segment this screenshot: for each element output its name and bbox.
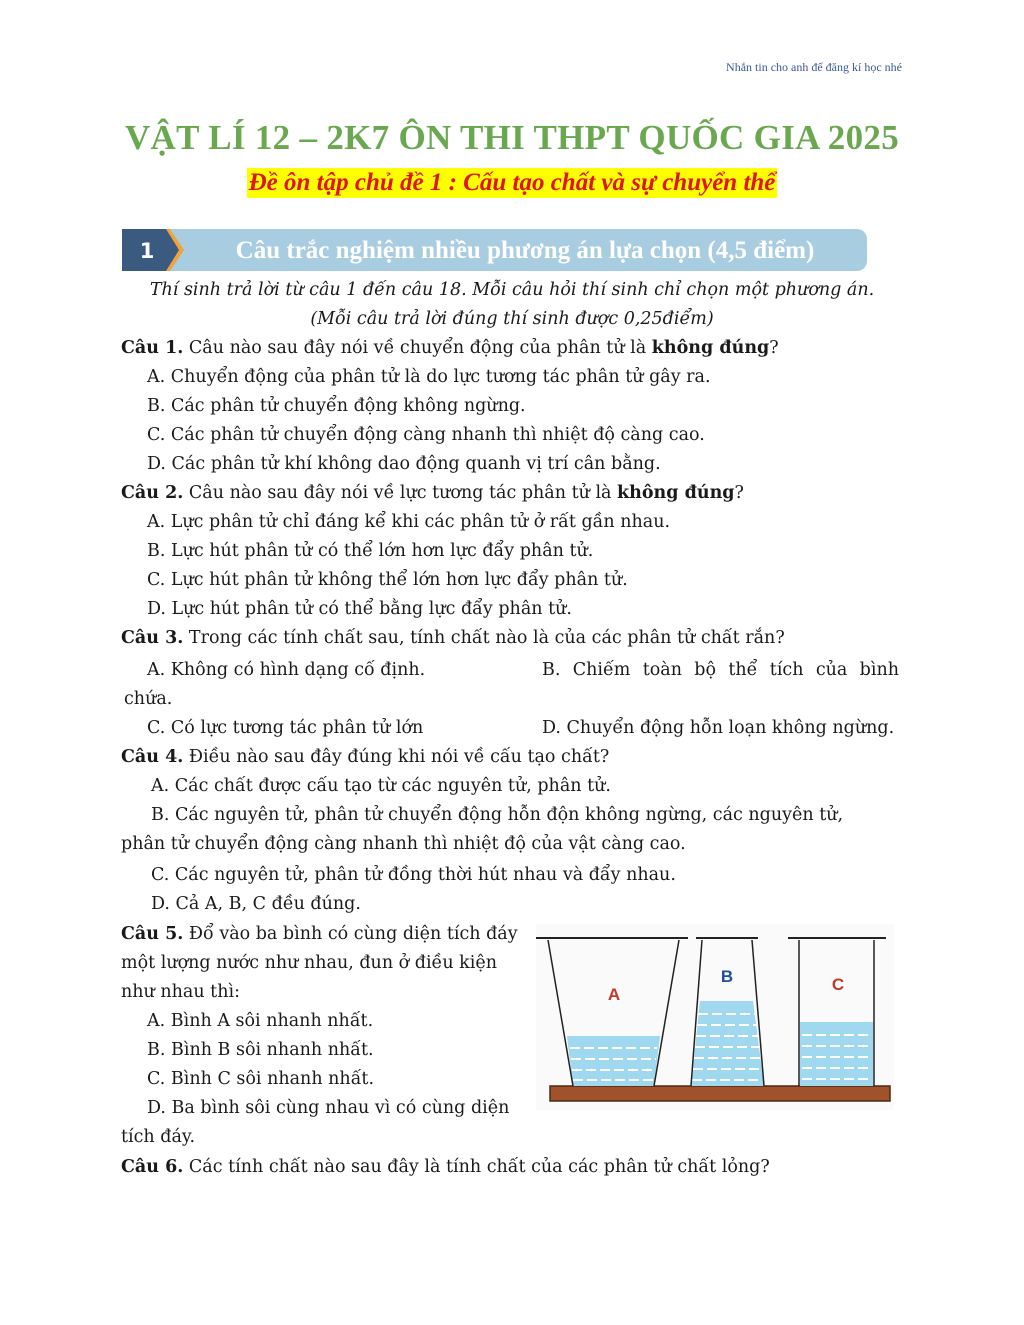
container-a-water [567, 1036, 660, 1086]
page-title: VẬT LÍ 12 – 2K7 ÔN THI THPT QUỐC GIA 2025 [124, 118, 900, 157]
q1-option-d[interactable]: D. Các phân tử khí không dao động quanh vị trí cân bằng. [147, 454, 661, 474]
question-text: Trong các tính chất sau, tính chất nào là của các phân tử chất rắn? [183, 628, 785, 648]
q5-option-a[interactable]: A. Bình A sôi nhanh nhất. [147, 1011, 374, 1031]
q1-option-a[interactable]: A. Chuyển động của phân tử là do lực tương tác phân tử gây ra. [147, 367, 711, 387]
q2-option-b[interactable]: B. Lực hút phân tử có thể lớn hơn lực đẩy phân tử. [147, 541, 594, 561]
question-text: Đổ vào ba bình có cùng diện tích đáy [183, 924, 518, 944]
question-label: Câu 2. [121, 483, 184, 503]
q4-option-b-continued: phân tử chuyển động càng nhanh thì nhiệt độ của vật càng cao. [121, 834, 686, 854]
question-5 [121, 920, 518, 949]
q4-option-b[interactable]: B. Các nguyên tử, phân tử chuyển động hỗn độn không ngừng, các nguyên tử, [151, 805, 844, 825]
question-4 [121, 743, 609, 772]
instruction-line-2: (Mỗi câu trả lời đúng thí sinh được 0,25điểm) [310, 309, 714, 329]
section-number: 1 [139, 239, 155, 263]
question-text: Câu nào sau đây nói về lực tương tác phân tử là [183, 483, 618, 503]
question-label: Câu 5. [121, 924, 184, 944]
question-6 [121, 1153, 770, 1182]
question-label: Câu 6. [121, 1157, 184, 1177]
question-label: Câu 4. [121, 747, 184, 767]
q5-option-d[interactable]: D. Ba bình sôi cùng nhau vì có cùng diện [147, 1098, 510, 1118]
q3-option-d[interactable]: D. Chuyển động hỗn loạn không ngừng. [542, 718, 895, 738]
question-text: Câu nào sau đây nói về chuyển động của phân tử là [183, 338, 652, 358]
q2-option-d[interactable]: D. Lực hút phân tử có thể bằng lực đẩy phân tử. [147, 599, 572, 619]
instruction-line-1: Thí sinh trả lời từ câu 1 đến câu 18. Mỗi câu hỏi thí sinh chỉ chọn một phương án. [149, 280, 875, 300]
q1-option-b[interactable]: B. Các phân tử chuyển động không ngừng. [147, 396, 526, 416]
q5-option-c[interactable]: C. Bình C sôi nhanh nhất. [147, 1069, 375, 1089]
section-title: Câu trắc nghiệm nhiều phương án lựa chọn (4,5 điểm) [235, 237, 815, 264]
q4-option-c[interactable]: C. Các nguyên tử, phân tử đồng thời hút nhau và đẩy nhau. [151, 865, 676, 885]
question-text: Các tính chất nào sau đây là tính chất của các phân tử chất lỏng? [183, 1157, 770, 1177]
question-text: Điều nào sau đây đúng khi nói về cấu tạo chất? [183, 747, 610, 767]
containers-figure [536, 924, 894, 1110]
q5-option-b[interactable]: B. Bình B sôi nhanh nhất. [147, 1040, 374, 1060]
question-5-line-3: như nhau thì: [121, 982, 240, 1002]
header-note: Nhắn tin cho anh để đăng kí học nhé [726, 60, 902, 74]
question-1 [121, 334, 779, 363]
q4-option-d[interactable]: D. Cả A, B, C đều đúng. [151, 894, 361, 914]
q3-option-c[interactable]: C. Có lực tương tác phân tử lớn [147, 718, 424, 738]
container-b-label: B [720, 967, 734, 986]
q3-option-b[interactable]: B. Chiếm toàn bộ thể tích của bình [542, 660, 899, 680]
q2-option-a[interactable]: A. Lực phân tử chỉ đáng kể khi các phân tử ở rất gần nhau. [147, 512, 671, 532]
q3-option-a[interactable]: A. Không có hình dạng cố định. [147, 660, 426, 680]
heating-plate [550, 1086, 890, 1101]
q4-option-a[interactable]: A. Các chất được cấu tạo từ các nguyên tử, phân tử. [151, 776, 611, 796]
question-5-line-2: một lượng nước như nhau, đun ở điều kiện [121, 953, 497, 973]
page-subtitle: Đề ôn tập chủ đề 1 : Cấu tạo chất và sự chuyển thể [248, 169, 776, 196]
question-3 [121, 624, 785, 653]
q3-option-b-continued: chứa. [124, 689, 173, 709]
question-2 [121, 479, 744, 508]
q5-option-d-continued: tích đáy. [121, 1127, 196, 1147]
container-c-label: C [831, 975, 845, 994]
question-emphasis: không đúng [651, 338, 770, 358]
container-c-water [800, 1022, 873, 1086]
question-label: Câu 3. [121, 628, 184, 648]
question-label: Câu 1. [121, 338, 184, 358]
subtitle-container [0, 168, 1024, 198]
q2-option-c[interactable]: C. Lực hút phân tử không thể lớn hơn lực đẩy phân tử. [147, 570, 628, 590]
question-emphasis: không đúng [617, 483, 735, 503]
question-end: ? [769, 338, 779, 358]
container-a-label: A [607, 985, 621, 1004]
q1-option-c[interactable]: C. Các phân tử chuyển động càng nhanh thì nhiệt độ càng cao. [147, 425, 705, 445]
question-end: ? [734, 483, 744, 503]
